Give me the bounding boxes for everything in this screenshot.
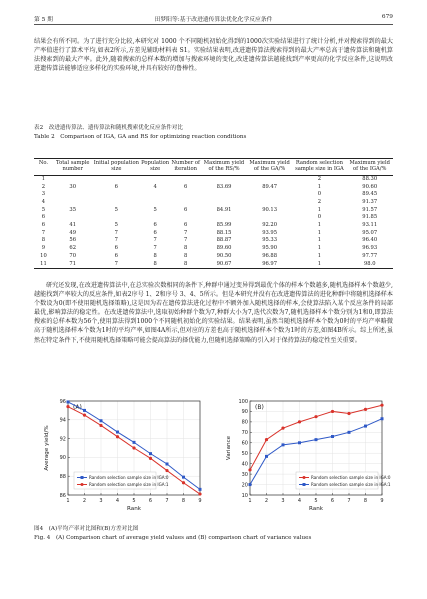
table-cell: 98.0 xyxy=(346,261,393,269)
col-header: Total sample number xyxy=(53,159,93,176)
table-cell: 5 xyxy=(114,222,118,229)
data-point xyxy=(182,481,185,484)
table-cell: 6 xyxy=(184,183,188,190)
table-row xyxy=(34,245,393,253)
figure-caption-cn: 图4 (A)平均产率对比图和(B)方差对比图 xyxy=(34,526,139,532)
table-cell: 8 xyxy=(153,252,157,259)
data-point xyxy=(315,438,318,441)
data-point xyxy=(248,468,251,471)
table-cell xyxy=(53,199,93,207)
x-tick-label: 4 xyxy=(297,498,302,504)
table-cell: 6 xyxy=(153,229,157,236)
y-tick-label: 10 xyxy=(241,492,248,499)
table-cell: 6 xyxy=(184,222,188,229)
data-point xyxy=(166,462,169,465)
table-cell: 7 xyxy=(114,229,118,236)
y-tick-label: 20 xyxy=(241,482,248,489)
table-cell: 96.88 xyxy=(262,252,278,259)
x-tick-label: 7 xyxy=(347,498,351,504)
data-point xyxy=(265,438,268,441)
table-cell: 6 xyxy=(184,206,188,213)
table-cell: 1 xyxy=(317,222,322,229)
table-row xyxy=(34,175,393,183)
col-header: Maximum yield of the RS/% xyxy=(201,159,247,176)
x-tick-label: 5 xyxy=(314,498,318,504)
table-cell: 89.60 xyxy=(216,245,232,252)
x-tick-label: 2 xyxy=(82,498,87,504)
table-cell: 1 xyxy=(317,245,322,252)
table-cell xyxy=(140,175,170,183)
y-tick-label: 86 xyxy=(59,492,66,499)
table-cell xyxy=(93,191,141,199)
paragraph-results: 结果会有所不同。为了进行充分比较,本研究对 1000 个不同随机初始化得到的1000次实验结果进行了统计分析,并对搜索得到的最大产率值进行了算术平均,如表2所示,方差见辅助材料表 S1。实验结果表明,改进遗传算法搜索得到的最大产率总高于遗传算法和随机算法搜索到的最大产率。此外,随着搜索的总样本数的增加与搜索环境的变化,改进遗传算法越能找到产率更高的化学反应条件,这说明改进遗传算法能够适应多样化的实验环境,并具有较好的鲁棒性。 xyxy=(34,38,393,73)
table-cell: 84.91 xyxy=(216,206,232,213)
table-cell xyxy=(201,214,247,222)
table-cell: 83.69 xyxy=(216,183,232,190)
y-axis-label: Average yield/% xyxy=(44,425,50,471)
table-cell: 95.33 xyxy=(262,237,278,244)
table-cell xyxy=(170,191,201,199)
average-yield-chart xyxy=(40,395,210,521)
variance-chart xyxy=(222,395,392,521)
data-point xyxy=(182,476,185,479)
table-cell xyxy=(170,214,201,222)
data-point xyxy=(198,492,201,495)
table-cell: 11 xyxy=(34,261,53,269)
x-tick-label: 9 xyxy=(198,498,202,504)
page-number: 679 xyxy=(381,14,393,20)
data-point xyxy=(298,420,301,423)
table-cell: 91.57 xyxy=(362,206,378,213)
y-tick-label: 96 xyxy=(59,398,66,405)
table-cell xyxy=(201,199,247,207)
data-point xyxy=(298,441,301,444)
data-point xyxy=(364,425,367,428)
running-title: 田梦阳等:基于改进遗传算法优化化学反应条件 xyxy=(154,17,273,23)
data-point xyxy=(348,431,351,434)
table-cell: 62 xyxy=(69,245,77,252)
x-tick-label: 1 xyxy=(248,498,252,504)
table-cell: 6 xyxy=(114,183,118,190)
legend-marker xyxy=(303,483,306,486)
y-tick-label: 90 xyxy=(241,409,248,416)
legend-label: Random selection sample size in IGA:0 xyxy=(311,475,391,480)
data-point xyxy=(281,427,284,430)
page-issue-label: 第 5 期 xyxy=(34,17,53,23)
col-header: Initial population size xyxy=(93,159,141,176)
table-cell: 91.85 xyxy=(362,214,378,221)
x-tick-label: 2 xyxy=(264,498,269,504)
table-cell xyxy=(53,191,93,199)
table-cell xyxy=(170,199,201,207)
paragraph-discussion: 研究还发现,在改进遗传算法中,在总实验次数相同的条件下,种群中通过变异得到最优个体的样本个数越多,随机选择样本个数越少,越能找到产率较大的反应条件,如表2序号 1、2和序号 3、4、5所示。但是本研究并没有在改进遗传算法的进化种群中将随机选择样本个数设为0(即不使用随机选择策略),这是因为若在遗传算法进化过程中不额外加入随机选择的样本,会使算法陷入某个反应条件的局部最优,影响算法的稳定性。在改进遗传算法中,选取初始种群个数为7,种群大小为7,迭代次数为7,随机选择样本个数分别为1和0,即算法搜索的总样本数为56个,使用算法得到1000个不同随机初始化的实验结果。结果表明,虽然当随机选择样本个数为0时的平均产率略微高于随机选择样本个数为1时的平均产率,如图4A所示,但对应的方差也高于随机选择样本个数为1时的方差,如图4B所示。综上所述,虽然在特定条件下,不使用随机选择策略可能会提高算法的择优能力,但随机选择策略的引入对于保持算法的稳定性至关重要。 xyxy=(34,282,393,344)
x-tick-label: 6 xyxy=(330,498,335,504)
legend-marker xyxy=(303,476,306,479)
data-point xyxy=(67,400,70,403)
table-cell: 96.97 xyxy=(247,261,293,269)
data-point xyxy=(314,415,317,418)
table-row xyxy=(34,191,393,199)
table-cell xyxy=(93,199,141,207)
table-row xyxy=(34,253,393,261)
table-cell: 96.40 xyxy=(362,237,378,244)
x-tick-label: 7 xyxy=(165,498,169,504)
col-header: No. xyxy=(34,159,53,176)
y-tick-label: 100 xyxy=(238,398,248,405)
table-cell xyxy=(140,199,170,207)
table-cell: 7 xyxy=(114,237,118,244)
y-tick-label: 60 xyxy=(241,440,248,447)
table-row xyxy=(34,237,393,245)
data-point xyxy=(331,435,334,438)
data-point xyxy=(165,469,168,472)
table-cell: 10 xyxy=(40,252,47,259)
table-cell: 90.60 xyxy=(362,183,378,190)
col-header: Number of iteration xyxy=(170,159,201,176)
y-tick-label: 40 xyxy=(241,461,248,468)
table-row xyxy=(34,230,393,238)
table-cell: 7 xyxy=(153,245,157,252)
table-cell: 49 xyxy=(69,229,77,236)
table-row xyxy=(34,207,393,215)
x-tick-label: 3 xyxy=(99,498,103,504)
data-point xyxy=(66,405,69,408)
y-axis-label: Variance xyxy=(226,435,232,461)
data-point xyxy=(282,443,285,446)
table-cell: 30 xyxy=(69,183,77,190)
data-point xyxy=(149,452,152,455)
col-header: Random selection sample size in IGA xyxy=(292,159,346,176)
table-header-row xyxy=(34,159,393,176)
x-tick-label: 6 xyxy=(148,498,153,504)
table-cell: 3 xyxy=(41,191,46,198)
x-tick-label: 3 xyxy=(281,498,285,504)
table-body xyxy=(34,175,393,268)
table-caption-cn: 表2 改进遗传算法、遗传算法和随机搜索优化反应条件对比 xyxy=(34,125,183,131)
table-cell: 93.95 xyxy=(262,229,278,236)
table-cell: 1 xyxy=(317,237,322,244)
y-tick-label: 30 xyxy=(241,471,248,478)
panel-label: (B) xyxy=(255,404,264,411)
table-cell: 97.77 xyxy=(362,252,378,259)
table-cell: 1 xyxy=(292,261,346,269)
y-tick-label: 90 xyxy=(59,455,66,462)
table-cell: 89.47 xyxy=(262,183,278,190)
table-cell xyxy=(170,175,201,183)
table-cell: 7 xyxy=(41,229,46,236)
table-cell: 90.67 xyxy=(201,261,247,269)
data-point xyxy=(116,431,119,434)
data-point xyxy=(100,419,103,422)
table-cell xyxy=(247,199,293,207)
data-point xyxy=(364,408,367,411)
table-cell: 7 xyxy=(184,229,188,236)
table-cell: 7 xyxy=(93,261,141,269)
data-point xyxy=(83,414,86,417)
table-cell: 8 xyxy=(41,237,46,244)
table-cell: 1 xyxy=(317,229,322,236)
table-cell: 5 xyxy=(153,206,157,213)
table-row xyxy=(34,222,393,230)
data-point xyxy=(249,483,252,486)
table-cell: 8 xyxy=(184,245,188,252)
table-cell: 41 xyxy=(69,222,77,229)
table-cell xyxy=(247,214,293,222)
table-cell: 7 xyxy=(184,237,188,244)
x-tick-label: 9 xyxy=(380,498,384,504)
y-tick-label: 50 xyxy=(241,451,248,458)
table-row xyxy=(34,184,393,192)
col-header: Maximum yield of the GA/% xyxy=(247,159,293,176)
table-cell: 91.37 xyxy=(362,198,378,205)
table-cell: 96.93 xyxy=(362,245,378,252)
table-cell: 6 xyxy=(114,252,118,259)
table-cell: 1 xyxy=(317,206,322,213)
table-cell xyxy=(247,191,293,199)
table-cell xyxy=(201,191,247,199)
table-row xyxy=(34,214,393,222)
table-cell: 92.20 xyxy=(262,222,278,229)
table-cell xyxy=(201,175,247,183)
x-tick-label: 1 xyxy=(66,498,70,504)
table-cell: 88.30 xyxy=(362,175,378,182)
table-row xyxy=(34,199,393,207)
table-cell: 5 xyxy=(41,206,46,213)
table-cell: 4 xyxy=(153,183,157,190)
y-tick-label: 92 xyxy=(59,436,66,443)
panel-label: (A) xyxy=(73,404,82,411)
table-cell: 9 xyxy=(41,245,46,252)
data-point xyxy=(149,457,152,460)
legend-label: Random selection sample size in IGA:1 xyxy=(311,482,391,487)
table-cell: 70 xyxy=(69,252,77,259)
table-cell: 1 xyxy=(317,183,322,190)
y-tick-label: 70 xyxy=(241,430,248,437)
x-tick-label: 8 xyxy=(363,498,368,504)
table-cell xyxy=(247,175,293,183)
table-cell: 1 xyxy=(317,252,322,259)
table-cell: 2 xyxy=(317,198,322,205)
comparison-table xyxy=(34,158,393,269)
table-cell: 95.90 xyxy=(262,245,278,252)
table-cell xyxy=(93,175,141,183)
table-cell: 8 xyxy=(140,261,170,269)
x-axis-label: Rank xyxy=(127,506,141,512)
table-cell: 4 xyxy=(41,198,46,205)
table-cell xyxy=(93,214,141,222)
table-cell xyxy=(53,175,93,183)
legend-marker xyxy=(81,476,84,479)
table-cell: 6 xyxy=(41,214,46,221)
data-point xyxy=(132,446,135,449)
table-cell: 7 xyxy=(153,237,157,244)
data-point xyxy=(83,409,86,412)
data-point xyxy=(199,488,202,491)
data-point xyxy=(380,404,383,407)
x-axis-label: Rank xyxy=(309,506,323,512)
table-cell: 8 xyxy=(170,261,201,269)
table-cell: 93.11 xyxy=(362,222,378,229)
table-cell: 6 xyxy=(153,222,157,229)
table-cell: 8 xyxy=(184,252,188,259)
figure-caption-en: Fig. 4 (A) Comparison chart of average yield values and (B) comparison chart of variance values xyxy=(34,535,312,541)
table-cell: 89.45 xyxy=(362,191,378,198)
running-header xyxy=(34,14,393,24)
table-cell: 90.13 xyxy=(262,206,278,213)
data-point xyxy=(265,455,268,458)
table-cell: 2 xyxy=(41,183,46,190)
table-cell: 85.99 xyxy=(216,222,232,229)
table-cell xyxy=(140,214,170,222)
x-tick-label: 4 xyxy=(115,498,120,504)
table-cell: 35 xyxy=(69,206,77,213)
table-cell xyxy=(140,191,170,199)
table-cell: 2 xyxy=(317,175,322,182)
header-rule xyxy=(34,24,393,25)
col-header: Population size xyxy=(140,159,170,176)
data-point xyxy=(99,424,102,427)
data-point xyxy=(116,435,119,438)
legend-label: Random selection sample size in IGA:0 xyxy=(89,475,169,480)
legend-label: Random selection sample size in IGA:1 xyxy=(89,482,169,487)
table-cell: 6 xyxy=(41,222,46,229)
data-point xyxy=(381,417,384,420)
y-tick-label: 80 xyxy=(241,419,248,426)
table-cell: 95.07 xyxy=(362,229,378,236)
x-tick-label: 8 xyxy=(181,498,186,504)
y-tick-label: 94 xyxy=(59,417,66,424)
x-tick-label: 5 xyxy=(132,498,136,504)
col-header: Maximum yield of the IGA/% xyxy=(346,159,393,176)
table-cell xyxy=(53,214,93,222)
table-cell: 71 xyxy=(53,261,93,269)
data-point xyxy=(347,412,350,415)
table-cell: 1 xyxy=(41,175,46,182)
table-row xyxy=(34,261,393,269)
table-cell: 90.50 xyxy=(216,252,232,259)
y-tick-label: 88 xyxy=(59,474,66,480)
table-cell: 56 xyxy=(69,237,77,244)
data-point xyxy=(133,441,136,444)
table-cell: 0 xyxy=(317,214,322,221)
table-cell: 88.87 xyxy=(216,237,232,244)
table-cell: 0 xyxy=(317,191,322,198)
data-point xyxy=(331,410,334,413)
legend-marker xyxy=(81,483,84,486)
table-caption-en: Table 2 Comparison of IGA, GA and RS for optimizing reaction conditions xyxy=(34,134,247,140)
table-cell: 88.15 xyxy=(216,229,232,236)
table-cell: 5 xyxy=(114,206,118,213)
table-cell: 6 xyxy=(114,245,118,252)
